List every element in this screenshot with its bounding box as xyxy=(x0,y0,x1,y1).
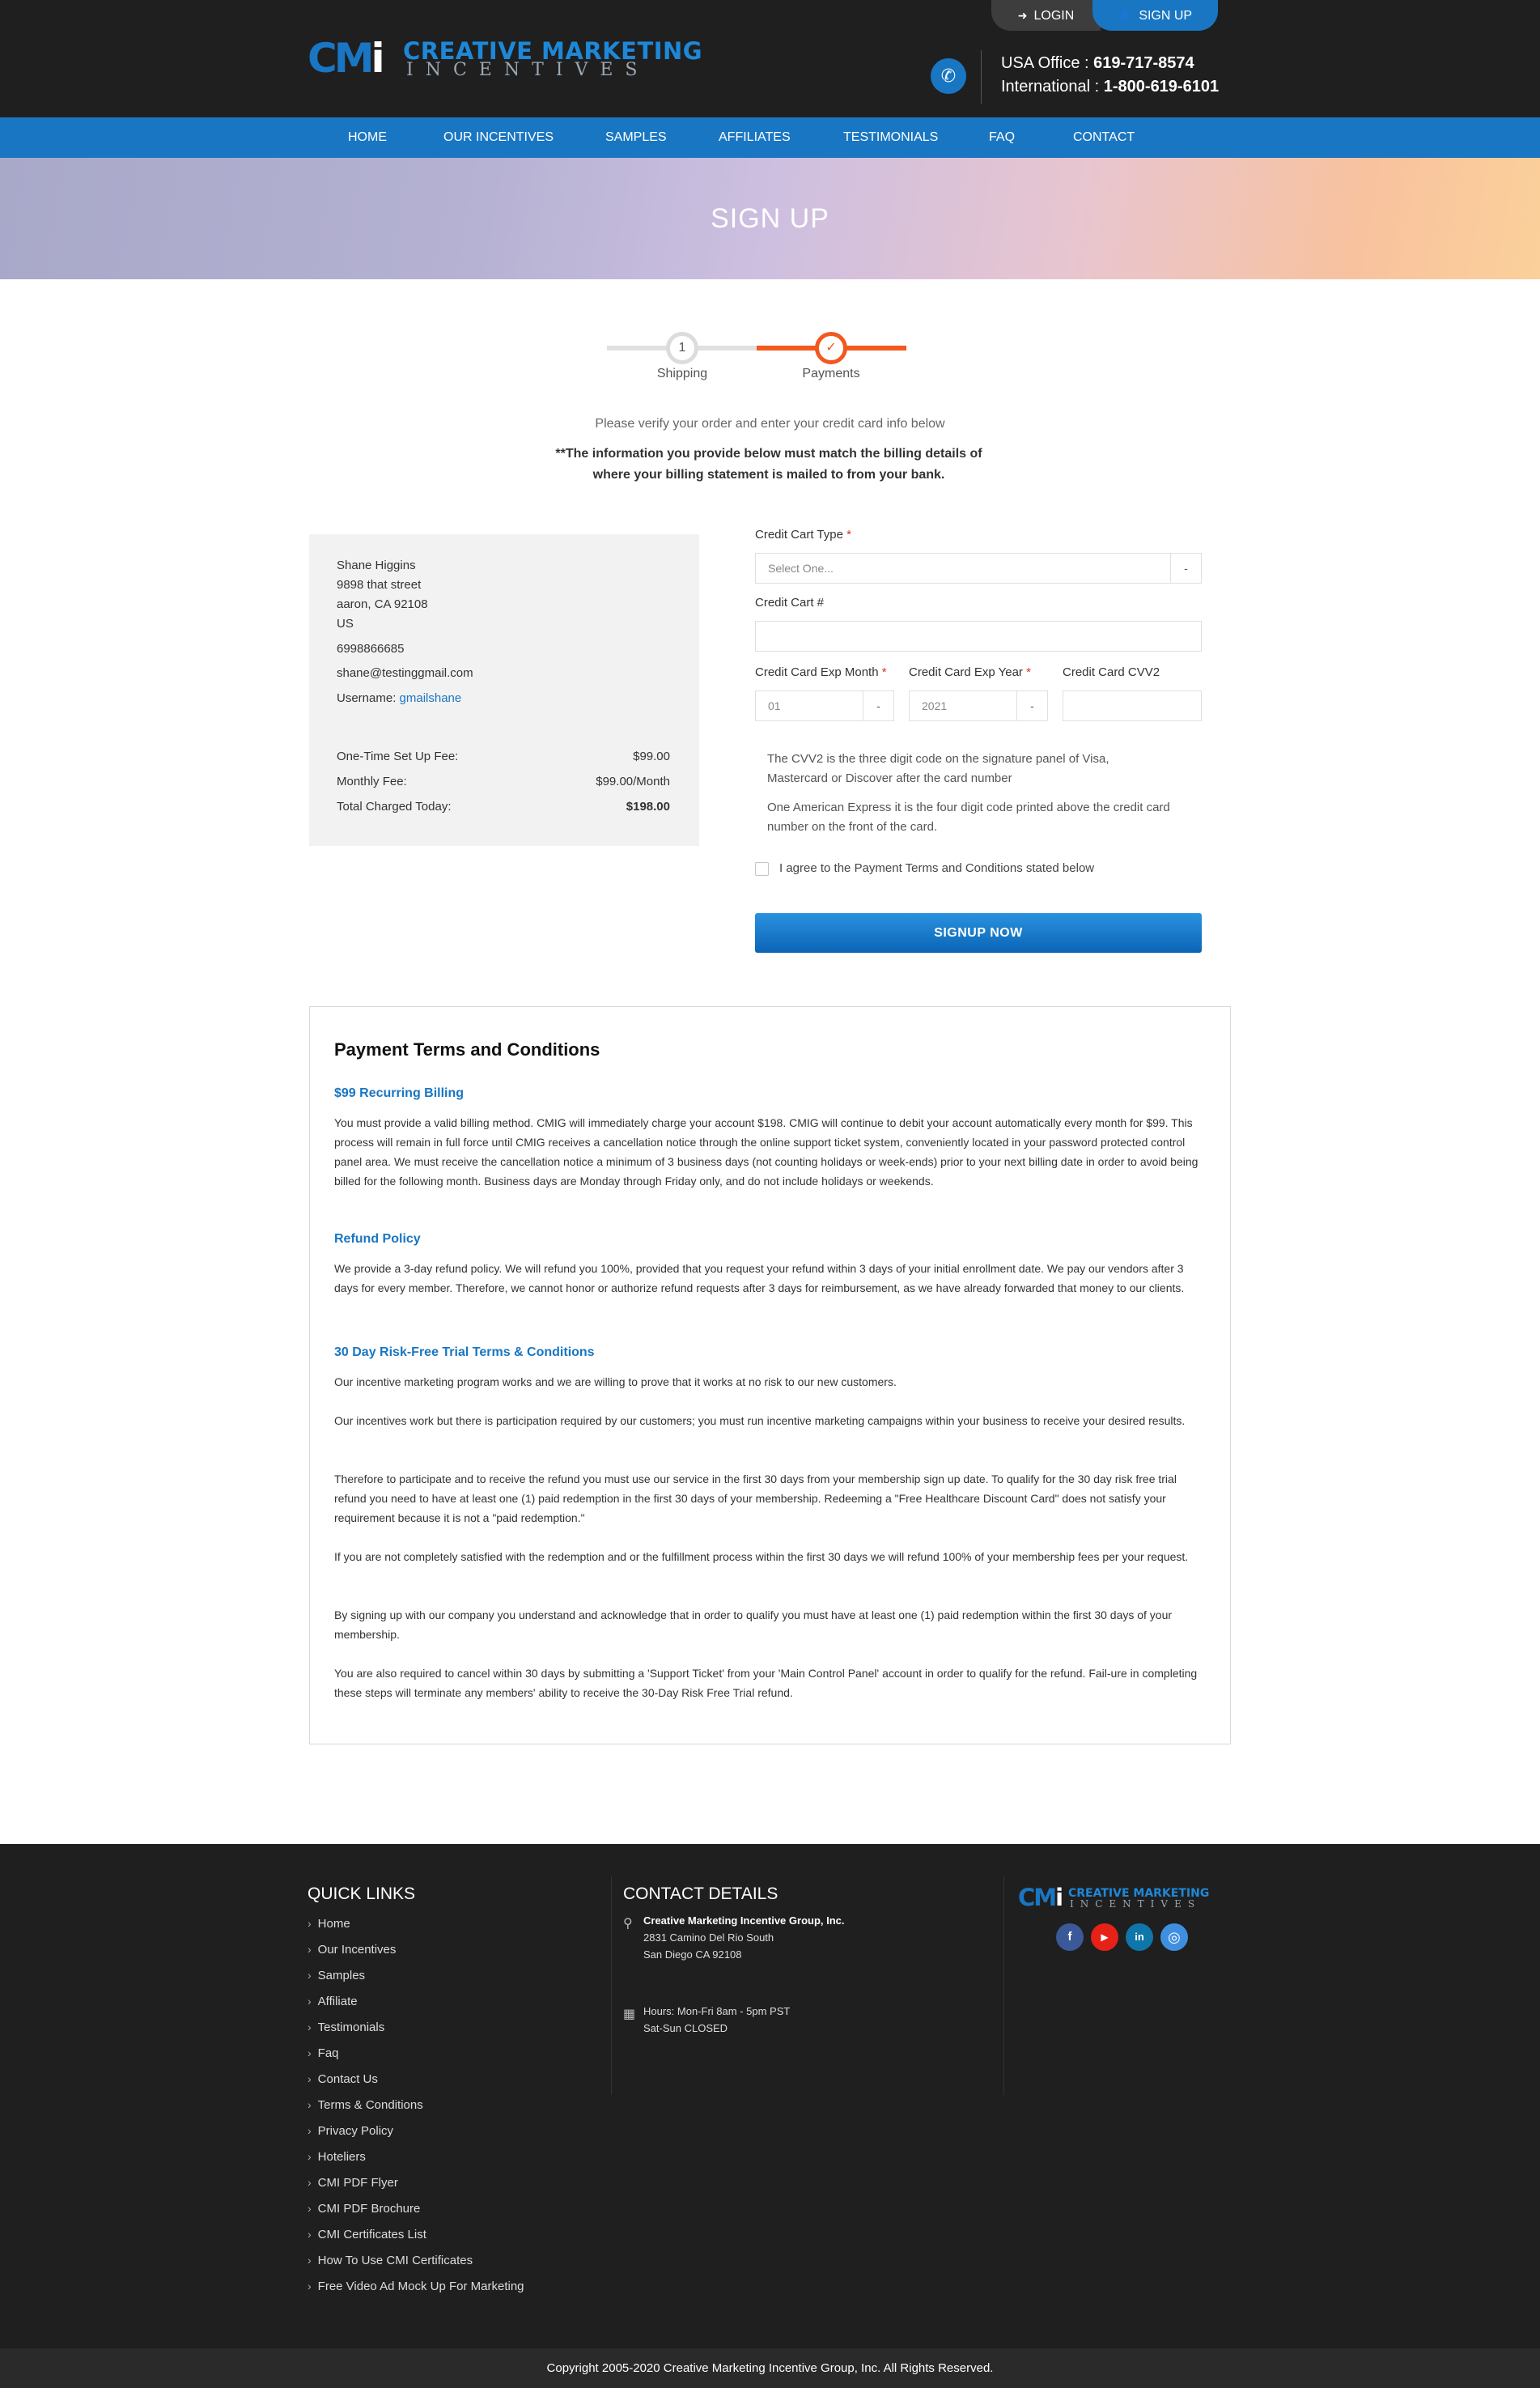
monthly-fee-label: Monthly Fee: xyxy=(337,775,407,788)
chevron-right-icon: › xyxy=(308,1995,312,2008)
youtube-icon[interactable]: ▶ xyxy=(1091,1923,1118,1951)
linkedin-icon[interactable]: in xyxy=(1126,1923,1153,1951)
login-button[interactable] xyxy=(991,0,1101,31)
footer-link-pdf-brochure[interactable]: › CMI PDF Brochure xyxy=(308,2202,421,2216)
footer-logo[interactable] xyxy=(1018,1885,1228,1910)
footer-link-testimonials[interactable]: › Testimonials xyxy=(308,2020,385,2034)
chevron-right-icon: › xyxy=(308,1917,312,1930)
checkout-steps xyxy=(607,324,914,389)
chevron-right-icon: › xyxy=(308,2098,312,2111)
verify-instructions: Please verify your order and enter your credit card info below xyxy=(595,417,945,431)
total-label: Total Charged Today: xyxy=(337,800,452,814)
trial-terms-p1: Our incentive marketing program works and we are willing to prove that it works at no risk to our new customers. xyxy=(334,1375,897,1388)
chevron-right-icon: › xyxy=(308,2124,312,2137)
receipt-edge xyxy=(309,528,699,536)
chevron-right-icon: › xyxy=(308,2202,312,2215)
logo-line-1: CREATIVE MARKETING xyxy=(403,37,703,65)
chevron-down-icon: - xyxy=(863,691,893,720)
footer-address xyxy=(643,1912,845,1963)
agree-checkbox[interactable] xyxy=(755,862,769,876)
step-2-label: Payments xyxy=(802,367,860,380)
terms-title: Payment Terms and Conditions xyxy=(334,1039,600,1060)
intl-office-line: International : 1-800-619-6101 xyxy=(1001,78,1220,96)
logo-mark: CMi xyxy=(308,35,382,82)
setup-fee-row xyxy=(337,750,670,763)
logo-line-2: INCENTIVES xyxy=(406,60,650,80)
phone-icon: ✆ xyxy=(931,58,966,94)
site-footer xyxy=(0,1844,1540,2348)
address-street: 9898 that street xyxy=(337,578,422,592)
footer-link-samples[interactable]: › Samples xyxy=(308,1969,366,1982)
nav-home[interactable]: HOME xyxy=(348,130,387,144)
username-link[interactable]: gmailshane xyxy=(399,691,462,705)
chevron-right-icon: › xyxy=(308,2150,312,2163)
card-number-label: Credit Cart # xyxy=(755,596,825,610)
footer-link-privacy[interactable]: › Privacy Policy xyxy=(308,2124,394,2138)
site-header xyxy=(0,0,1540,117)
billing-note: **The information you provide below must match the billing details of where your billing statement is mailed to from your bank. xyxy=(555,447,982,482)
cvv-input[interactable] xyxy=(1063,690,1202,721)
trial-terms-p4: If you are not completely satisfied with the redemption and or the fulfillment process within the first 30 days we will refund 100% of your membership fees per your request. xyxy=(334,1550,1189,1563)
exp-month-label: Credit Card Exp Month * xyxy=(755,665,887,679)
footer-divider xyxy=(1003,1876,1004,2095)
trial-terms-p6: You are also required to cancel within 30 days by submitting a 'Support Ticket' from your 'Main Control Panel' account in order to qualify for the refund. Fail-ure in completing these steps will terminate any members' ability to receive the 30-Day Risk Free Trial refund. xyxy=(334,1667,1198,1699)
map-marker-icon: ⚲ xyxy=(623,1917,633,1931)
monthly-fee-value: $99.00/Month xyxy=(596,775,670,788)
card-type-value: Select One... xyxy=(768,562,834,575)
footer-link-contact-us[interactable]: › Contact Us xyxy=(308,2072,378,2086)
nav-affiliates[interactable]: AFFILIATES xyxy=(719,130,791,144)
quick-links xyxy=(308,1917,524,2305)
refund-policy-text: We provide a 3-day refund policy. We will refund you 100%, provided that you request your refund within 3 days of your initial enrollment date. We pay our vendors after 3 days for every member. Therefore, we cannot honor or authorize refund requests after 3 days for reimbursement, as we have already forwarded that money to our clients. xyxy=(334,1262,1185,1294)
cvv-help-amex: One American Express it is the four digit code printed above the credit card number on the front of the card. xyxy=(767,801,1170,834)
footer-link-certificates-list[interactable]: › CMI Certificates List xyxy=(308,2228,426,2241)
nav-our-incentives[interactable]: OUR INCENTIVES xyxy=(443,130,554,144)
setup-fee-label: One-Time Set Up Fee: xyxy=(337,750,459,763)
footer-street: 2831 Camino Del Rio South xyxy=(643,1931,774,1944)
customer-email: shane@testinggmail.com xyxy=(337,666,473,680)
copyright-bar xyxy=(0,2348,1540,2388)
customer-username: Username: gmailshane xyxy=(337,691,462,705)
exp-year-value: 2021 xyxy=(922,699,948,712)
exp-month-select[interactable] xyxy=(755,690,894,721)
total-value: $198.00 xyxy=(626,800,670,814)
nav-testimonials[interactable]: TESTIMONIALS xyxy=(843,130,939,144)
card-type-select[interactable] xyxy=(755,553,1202,584)
calendar-icon: ▦ xyxy=(623,2008,636,2021)
footer-hours xyxy=(643,2003,790,2037)
card-number-input[interactable] xyxy=(755,621,1202,652)
footer-hours-weekend: Sat-Sun CLOSED xyxy=(643,2022,728,2034)
order-summary xyxy=(309,534,699,846)
usa-office-line: USA Office : 619-717-8574 xyxy=(1001,54,1194,72)
chevron-right-icon: › xyxy=(308,1943,312,1956)
refund-policy-heading: Refund Policy xyxy=(334,1232,421,1246)
exp-year-label: Credit Card Exp Year * xyxy=(909,665,1031,679)
payment-terms xyxy=(309,1006,1231,1744)
exp-month-value: 01 xyxy=(768,699,781,712)
site-logo[interactable] xyxy=(308,35,712,82)
trial-terms-p2: Our incentives work but there is participation required by our customers; you must run incentive marketing campaigns within your business to receive your desired results. xyxy=(334,1414,1186,1427)
recurring-billing-text: You must provide a valid billing method. CMIG will immediately charge your account $198. CMIG will continue to debit your account automatically every month for $99. This process will remain in full force until CMIG receives a cancellation notice through the online support ticket system, conveniently located in your password protected control panel area. We must receive the cancellation notice a minimum of 3 business days (not counting holidays or week-ends) prior to your next billing date in order to avoid being billed for the following month. Business days are Monday through Friday only, and do not include holidays or weekends. xyxy=(334,1116,1198,1188)
step-1-label: Shipping xyxy=(656,367,708,380)
signup-label: SIGN UP xyxy=(1139,9,1193,23)
footer-divider xyxy=(611,1876,612,2095)
footer-hours-weekday: Hours: Mon-Fri 8am - 5pm PST xyxy=(643,2005,791,2017)
nav-faq[interactable]: FAQ xyxy=(989,130,1016,144)
usa-phone[interactable]: 619-717-8574 xyxy=(1093,54,1194,72)
footer-link-pdf-flyer[interactable]: › CMI PDF Flyer xyxy=(308,2176,398,2190)
chevron-right-icon: › xyxy=(308,2072,312,2085)
footer-link-faq[interactable]: › Faq xyxy=(308,2046,339,2060)
agree-checkbox-row[interactable] xyxy=(755,861,1094,875)
header-contact xyxy=(1001,52,1219,99)
chevron-right-icon: › xyxy=(308,2176,312,2189)
footer-link-terms[interactable]: › Terms & Conditions xyxy=(308,2098,423,2112)
chevron-down-icon: - xyxy=(1170,554,1201,583)
chevron-right-icon: › xyxy=(308,2228,312,2241)
setup-fee-value: $99.00 xyxy=(633,750,670,763)
chevron-right-icon: › xyxy=(308,1969,312,1982)
address-city: aaron, CA 92108 xyxy=(337,597,428,611)
chevron-right-icon: › xyxy=(308,2254,312,2267)
chevron-right-icon: › xyxy=(308,2020,312,2033)
instagram-icon[interactable]: ◎ xyxy=(1160,1923,1188,1951)
page-banner xyxy=(0,158,1540,279)
login-label: LOGIN xyxy=(1033,9,1075,23)
trial-terms-heading: 30 Day Risk-Free Trial Terms & Conditions xyxy=(334,1345,595,1359)
chevron-right-icon: › xyxy=(308,2046,312,2059)
chevron-down-icon: - xyxy=(1016,691,1047,720)
step-1-dot: 1 xyxy=(666,332,698,364)
signup-now-button[interactable]: SIGNUP NOW xyxy=(755,913,1202,953)
agree-label: I agree to the Payment Terms and Conditions stated below xyxy=(779,861,1095,875)
header-divider xyxy=(981,50,982,104)
footer-logo-mark: CMi xyxy=(1018,1884,1063,1911)
footer-logo-line-1: CREATIVE MARKETING xyxy=(1068,1887,1210,1900)
total-row xyxy=(337,800,670,814)
quick-links-title: QUICK LINKS xyxy=(308,1884,416,1903)
footer-logo-line-2: INCENTIVES xyxy=(1070,1898,1202,1910)
cvv-help xyxy=(767,750,1172,837)
trial-terms-p3: Therefore to participate and to receive the refund you must use our service in the first 30 days from your membership sign up date. To qualify for the 30 day risk free trial refund you need to have at least one (1) paid redemption in the first 30 days of your membership. Redeeming a "Free Healthcare Discount Card" does not satisfy your requirement because it is not a "paid redemption." xyxy=(334,1472,1177,1524)
footer-link-affiliate[interactable]: › Affiliate xyxy=(308,1995,358,2008)
user-plus-icon: 👤 xyxy=(1118,9,1133,22)
exp-year-select[interactable] xyxy=(909,690,1048,721)
customer-name: Shane Higgins xyxy=(337,559,416,572)
trial-terms-p5: By signing up with our company you understand and acknowledge that in order to qualify you must have at least one (1) paid redemption within the first 30 days of your membership. xyxy=(334,1608,1173,1641)
facebook-icon[interactable]: f xyxy=(1056,1923,1084,1951)
footer-link-our-incentives[interactable]: › Our Incentives xyxy=(308,1943,397,1957)
monthly-fee-row xyxy=(337,775,670,788)
intl-phone[interactable]: 1-800-619-6101 xyxy=(1103,78,1220,96)
address-country: US xyxy=(337,617,354,631)
footer-city: San Diego CA 92108 xyxy=(643,1948,742,1961)
nav-samples[interactable]: SAMPLES xyxy=(605,130,667,144)
cvv-help-visa: The CVV2 is the three digit code on the signature panel of Visa, Mastercard or Discover after the card number xyxy=(767,752,1109,785)
copyright-text: Copyright 2005-2020 Creative Marketing Incentive Group, Inc. All Rights Reserved. xyxy=(546,2361,994,2375)
page-title: SIGN UP xyxy=(711,203,829,234)
nav-contact[interactable]: CONTACT xyxy=(1073,130,1135,144)
signup-button[interactable] xyxy=(1092,0,1218,31)
chevron-right-icon: › xyxy=(308,2280,312,2292)
footer-link-hoteliers[interactable]: › Hoteliers xyxy=(308,2150,366,2164)
check-icon: ✓ xyxy=(815,332,847,364)
shipping-address xyxy=(337,556,428,634)
sign-in-icon: ➜ xyxy=(1017,9,1028,22)
recurring-billing-heading: $99 Recurring Billing xyxy=(334,1086,465,1100)
customer-phone: 6998866685 xyxy=(337,642,405,656)
footer-company: Creative Marketing Incentive Group, Inc. xyxy=(643,1914,845,1927)
footer-link-how-to-use[interactable]: › How To Use CMI Certificates xyxy=(308,2254,473,2267)
footer-link-video-mockup[interactable]: › Free Video Ad Mock Up For Marketing xyxy=(308,2280,524,2293)
main-nav xyxy=(0,117,1540,158)
cvv-label: Credit Card CVV2 xyxy=(1063,665,1160,679)
footer-link-home[interactable]: › Home xyxy=(308,1917,350,1931)
contact-details-title: CONTACT DETAILS xyxy=(623,1884,778,1903)
card-type-label: Credit Cart Type * xyxy=(755,528,851,542)
